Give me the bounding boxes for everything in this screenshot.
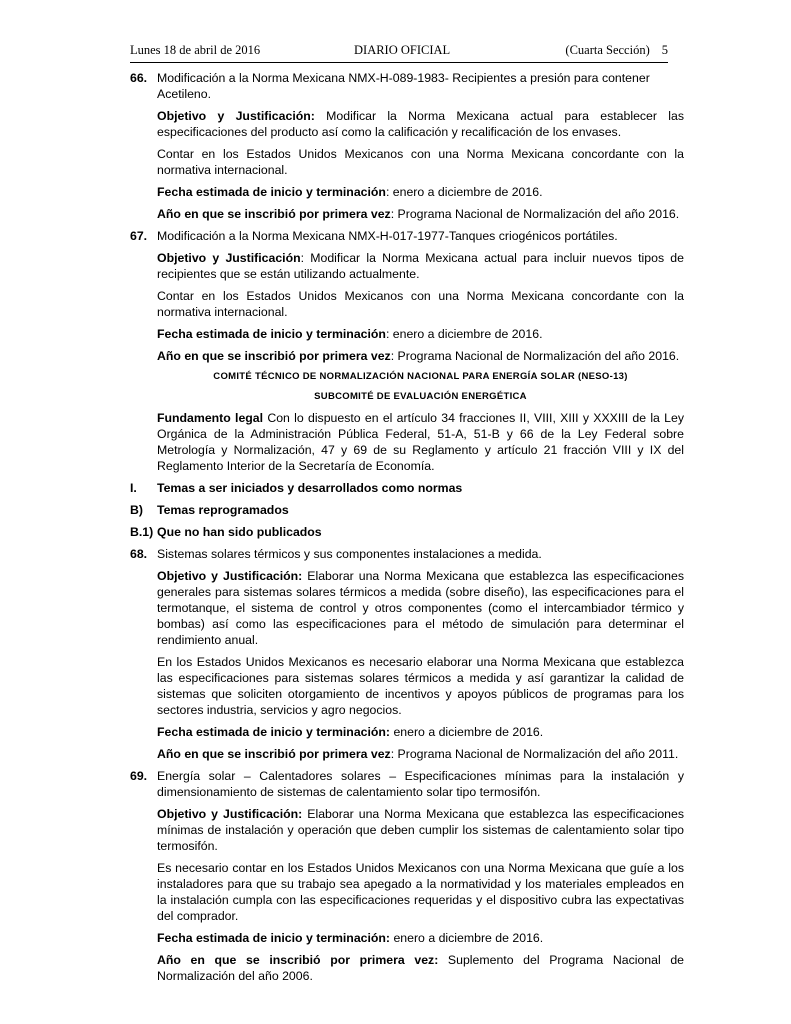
item-title: Modificación a la Norma Mexicana NMX-H-089-1983- Recipientes a presión para contener Acetileno. <box>157 71 650 101</box>
heading-text: Que no han sido publicados <box>157 525 322 539</box>
legal-basis <box>157 410 684 474</box>
date-text: : enero a diciembre de 2016. <box>385 185 543 199</box>
item-67-title <box>0 228 684 244</box>
item-67-year <box>157 348 684 364</box>
objective-label: Objetivo y Justificación: <box>157 569 303 583</box>
item-67-objective <box>157 250 684 282</box>
item-title: Sistemas solares térmicos y sus componentes instalaciones a medida. <box>157 547 542 561</box>
header-section: (Cuarta Sección) <box>565 43 650 57</box>
objective-label: Objetivo y Justificación: <box>157 109 315 123</box>
date-text: enero a diciembre de 2016. <box>390 931 544 945</box>
date-label: Fecha estimada de inicio y terminación <box>157 185 386 199</box>
item-title: Modificación a la Norma Mexicana NMX-H-017-1977-Tanques criogénicos portátiles. <box>157 229 618 243</box>
year-text: Suplemento del Programa Nacional de Normalización del año 2006. <box>157 953 685 983</box>
item-number: 66. <box>130 71 148 85</box>
date-label: Fecha estimada de inicio y terminación: <box>157 931 391 945</box>
legal-text: Con lo dispuesto en el artículo 34 fracciones II, VIII, XIII y XXXIII de la Ley Orgánica de la Administración Pública Federal, 51-A, 51-B y 66 de la Ley Federal sobre Metrología y Normalización, 47 y 69 de su Reglamento y artículo 21 fracción VIII y IX del Reglamento Interior de la Secretaría de Economía. <box>157 411 684 473</box>
year-label: Año en que se inscribió por primera vez: <box>157 953 439 967</box>
item-66-objective <box>157 108 684 140</box>
item-68-title <box>0 546 684 562</box>
item-68-date <box>157 724 684 740</box>
header-publication: DIARIO OFICIAL <box>354 43 451 57</box>
heading-text: Temas reprogramados <box>157 503 289 517</box>
heading-text: Temas a ser iniciados y desarrollados como normas <box>157 481 463 495</box>
year-text: : Programa Nacional de Normalización del año 2016. <box>390 349 680 363</box>
item-67-extra: Contar en los Estados Unidos Mexicanos con una Norma Mexicana concordante con la normativa internacional. <box>157 289 684 319</box>
year-label: Año en que se inscribió por primera vez <box>157 747 391 761</box>
year-label: Año en que se inscribió por primera vez <box>157 349 391 363</box>
item-66-year <box>157 206 684 222</box>
section-heading <box>0 502 684 518</box>
subcommittee-title: SUBCOMITÉ DE EVALUACIÓN ENERGÉTICA <box>314 391 527 402</box>
date-label: Fecha estimada de inicio y terminación <box>157 327 386 341</box>
item-number: 67. <box>130 229 148 243</box>
item-69-title <box>0 768 684 800</box>
year-label: Año en que se inscribió por primera vez <box>157 207 391 221</box>
header-rule <box>130 62 668 63</box>
item-title: Energía solar – Calentadores solares – Especificaciones mínimas para la instalación y dimensionamiento de sistemas de calentamiento solar tipo termosifón. <box>157 769 684 799</box>
heading-number: B.1) <box>130 525 154 539</box>
item-number: 69. <box>130 769 148 783</box>
year-text: : Programa Nacional de Normalización del año 2011. <box>390 747 679 761</box>
item-66-title <box>0 70 684 102</box>
item-69-date <box>157 930 684 946</box>
heading-number: B) <box>130 503 143 517</box>
objective-text: Elaborar una Norma Mexicana que establezca las especificaciones generales para sistemas solares térmicos a medida (sobre diseño), las especificaciones para el termotanque, el sistema de control y otros componentes (como el intercambiador térmico y bombas) así como las especificaciones para el método de simulación para determinar el rendimiento anual. <box>157 569 684 647</box>
item-68-year <box>157 746 684 762</box>
item-67-date <box>157 326 684 342</box>
item-68-extra: En los Estados Unidos Mexicanos es necesario elaborar una Norma Mexicana que establezca las especificaciones para sistemas solares térmicos a medida y así garantizar la calidad de sistemas que soliciten otorgamiento de incentivos y apoyos públicos de programas para los sectores industria, servicios y agro negocios. <box>157 655 684 717</box>
objective-label: Objetivo y Justificación: <box>157 807 303 821</box>
header-date: Lunes 18 de abril de 2016 <box>130 43 261 57</box>
section-heading <box>0 524 684 540</box>
section-heading <box>0 480 684 496</box>
item-69-objective <box>157 806 684 854</box>
legal-label: Fundamento legal <box>157 411 264 425</box>
header-section-page <box>565 43 668 58</box>
item-66-date <box>157 184 684 200</box>
date-label: Fecha estimada de inicio y terminación: <box>157 725 391 739</box>
objective-text: Elaborar una Norma Mexicana que establezca las especificaciones mínimas de instalación y operación que deben cumplir los sistemas de calentamiento solar tipo termosifón. <box>157 807 684 853</box>
page-header <box>130 43 668 61</box>
item-69-year <box>157 952 684 984</box>
header-page-number: 5 <box>661 43 668 57</box>
item-number: 68. <box>130 547 148 561</box>
objective-label: Objetivo y Justificación <box>157 251 301 265</box>
item-66-extra: Contar en los Estados Unidos Mexicanos con una Norma Mexicana concordante con la normativa internacional. <box>157 147 684 177</box>
date-text: enero a diciembre de 2016. <box>390 725 544 739</box>
committee-title: COMITÉ TÉCNICO DE NORMALIZACIÓN NACIONAL PARA ENERGÍA SOLAR (NESO-13) <box>213 371 628 382</box>
item-69-extra: Es necesario contar en los Estados Unidos Mexicanos con una Norma Mexicana que guíe a los instaladores para que su trabajo sea apegado a la normatividad y los materiales empleados en la instalación cumpla con las especificaciones requeridas y el dispositivo cubra las expectativas del comprador. <box>157 861 684 923</box>
objective-text: : Modificar la Norma Mexicana actual para incluir nuevos tipos de recipientes que se están utilizando actualmente. <box>157 251 684 281</box>
year-text: : Programa Nacional de Normalización del año 2016. <box>390 207 680 221</box>
item-68-objective <box>157 568 684 648</box>
heading-number: I. <box>130 481 137 495</box>
date-text: : enero a diciembre de 2016. <box>385 327 543 341</box>
objective-text: Modificar la Norma Mexicana actual para establecer las especificaciones del producto así como la calificación y recalificación de los envases. <box>157 109 684 139</box>
document-body <box>0 70 791 990</box>
